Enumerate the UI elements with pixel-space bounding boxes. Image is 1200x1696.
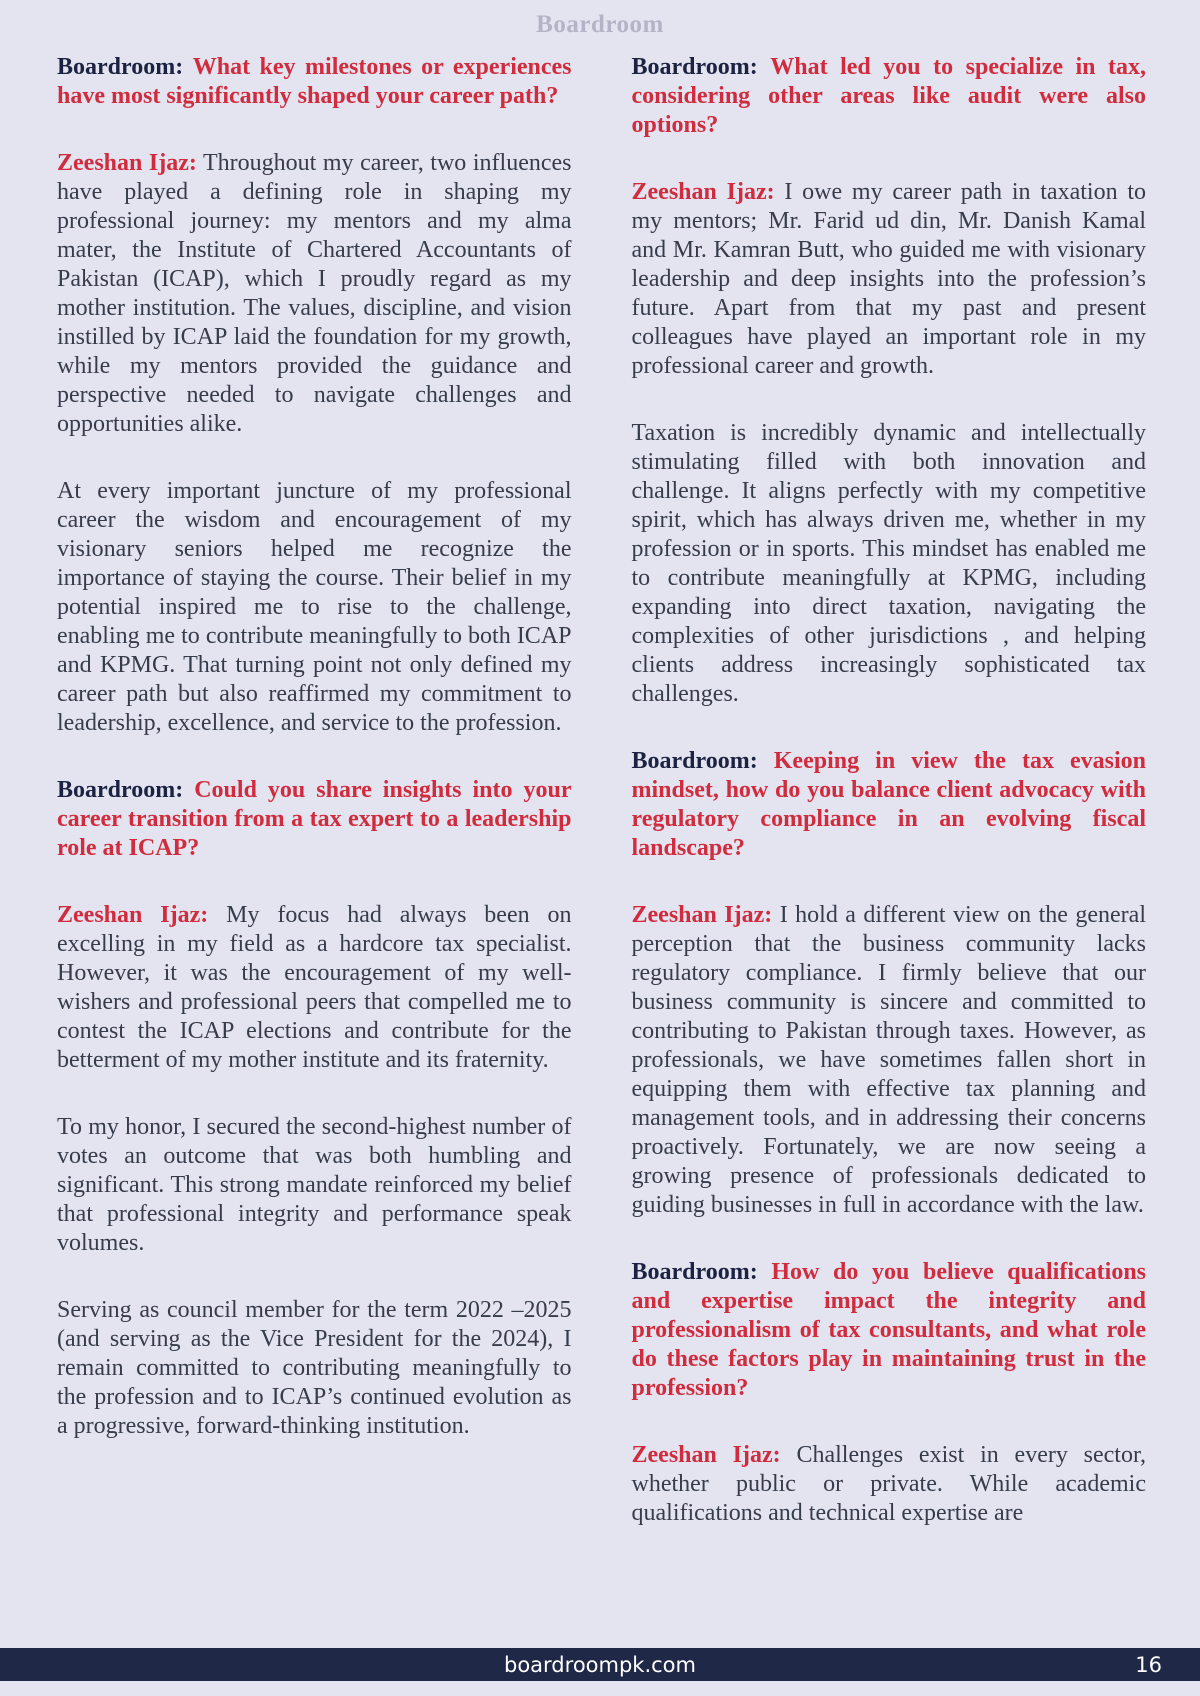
answer-text: My focus had always been on excelling in my field as a hardcore tax specialist. However, it was the encouragement of my well-wishers and professional peers that compelled me to contest the ICAP elections and contribute for the betterment of my mother institute and its fraternity. — [57, 902, 572, 1073]
question-block — [57, 776, 572, 863]
speaker-label: Zeeshan Ijaz: — [631, 1442, 781, 1468]
paragraph-text: Taxation is incredibly dynamic and intellectually stimulating filled with both innovation and challenge. It aligns perfectly with my competitive spirit, which has always driven me, whether in my profession or in sports. This mindset has enabled me to contribute meaningfully at KPMG, including expanding into direct taxation, navigating the complexities of other jurisdictions , and helping clients address increasingly sophisticated tax challenges. — [631, 420, 1146, 707]
paragraph-block — [632, 419, 1147, 709]
speaker-label: Boardroom: — [631, 748, 758, 774]
question-block — [57, 53, 572, 111]
answer-block — [632, 901, 1147, 1220]
speaker-label: Boardroom: — [57, 777, 184, 803]
speaker-label: Boardroom: — [631, 54, 758, 80]
answer-text: Throughout my career, two influences have played a defining role in shaping my professional journey: my mentors and my alma mater, the Institute of Chartered Accountants of Pakistan (ICAP), which I proudly regard as my mother institution. The values, discipline, and vision instilled by ICAP laid the foundation for my growth, while my mentors provided the guidance and perspective needed to navigate challenges and opportunities alike. — [57, 150, 572, 437]
columns — [0, 43, 1200, 1623]
answer-text: I owe my career path in taxation to my mentors; Mr. Farid ud din, Mr. Danish Kamal and Mr. Kamran Butt, who guided me with visionary leadership and deep insights into the profession’s future. Apart from that my past and present colleagues have played an important role in my professional career and growth. — [631, 179, 1147, 379]
page-title: Boardroom — [536, 11, 664, 38]
answer-block — [632, 1441, 1147, 1528]
speaker-label: Boardroom: — [57, 54, 184, 80]
question-text: How do you believe qualifications and expertise impact the integrity and professionalism of tax consultants, and what role do these factors play in maintaining trust in the profession? — [631, 1259, 1147, 1401]
question-block — [632, 1258, 1147, 1403]
speaker-label: Zeeshan Ijaz: — [631, 179, 775, 205]
speaker-label: Zeeshan Ijaz: — [631, 902, 773, 928]
question-block — [632, 53, 1147, 140]
answer-block — [57, 149, 572, 439]
right-column — [632, 53, 1147, 1623]
speaker-label: Zeeshan Ijaz: — [57, 902, 209, 928]
answer-block — [57, 901, 572, 1075]
question-text: What led you to specialize in tax, considering other areas like audit were also options? — [631, 54, 1147, 138]
answer-text: I hold a different view on the general perception that the business community lacks regulatory compliance. I firmly believe that our business community is sincere and committed to contributing to Pakistan through taxes. However, as professionals, we have sometimes fallen short in equipping them with effective tax planning and management tools, and in addressing their concerns proactively. Fortunately, we are now seeing a growing presence of professionals dedicated to guiding businesses in full in accordance with the law. — [631, 902, 1146, 1218]
paragraph-block — [57, 1296, 572, 1441]
footer-site: boardroompk.com — [504, 1652, 696, 1677]
answer-text: Challenges exist in every sector, whether public or private. While academic qualifications and technical expertise are — [631, 1442, 1147, 1526]
question-text: What key milestones or experiences have most significantly shaped your career path? — [57, 54, 572, 109]
paragraph-block — [57, 1113, 572, 1258]
paragraph-text: To my honor, I secured the second-highest number of votes an outcome that was both humbling and significant. This strong mandate reinforced my belief that professional integrity and performance speak volumes. — [57, 1114, 572, 1256]
paragraph-text: At every important juncture of my professional career the wisdom and encouragement of my visionary seniors helped me recognize the importance of staying the course. Their belief in my potential inspired me to rise to the challenge, enabling me to contribute meaningfully to both ICAP and KPMG. That turning point not only defined my career path but also reaffirmed my commitment to leadership, excellence, and service to the profession. — [57, 478, 572, 736]
question-block — [632, 747, 1147, 863]
question-text: Could you share insights into your career transition from a tax expert to a leadership role at ICAP? — [57, 777, 572, 861]
page-header — [0, 0, 1200, 43]
footer-page-number: 16 — [1135, 1652, 1162, 1677]
question-text: Keeping in view the tax evasion mindset, how do you balance client advocacy with regulatory compliance in an evolving fiscal landscape? — [631, 748, 1146, 861]
paragraph-text: Serving as council member for the term 2022 –2025 (and serving as the Vice President for the 2024), I remain committed to contributing meaningfully to the profession and to ICAP’s continued evolution as a progressive, forward-thinking institution. — [57, 1297, 572, 1439]
footer-bar — [0, 1648, 1200, 1681]
speaker-label: Boardroom: — [631, 1259, 758, 1285]
answer-block — [632, 178, 1147, 381]
paragraph-block — [57, 477, 572, 738]
left-column — [57, 53, 572, 1623]
speaker-label: Zeeshan Ijaz: — [57, 150, 197, 176]
